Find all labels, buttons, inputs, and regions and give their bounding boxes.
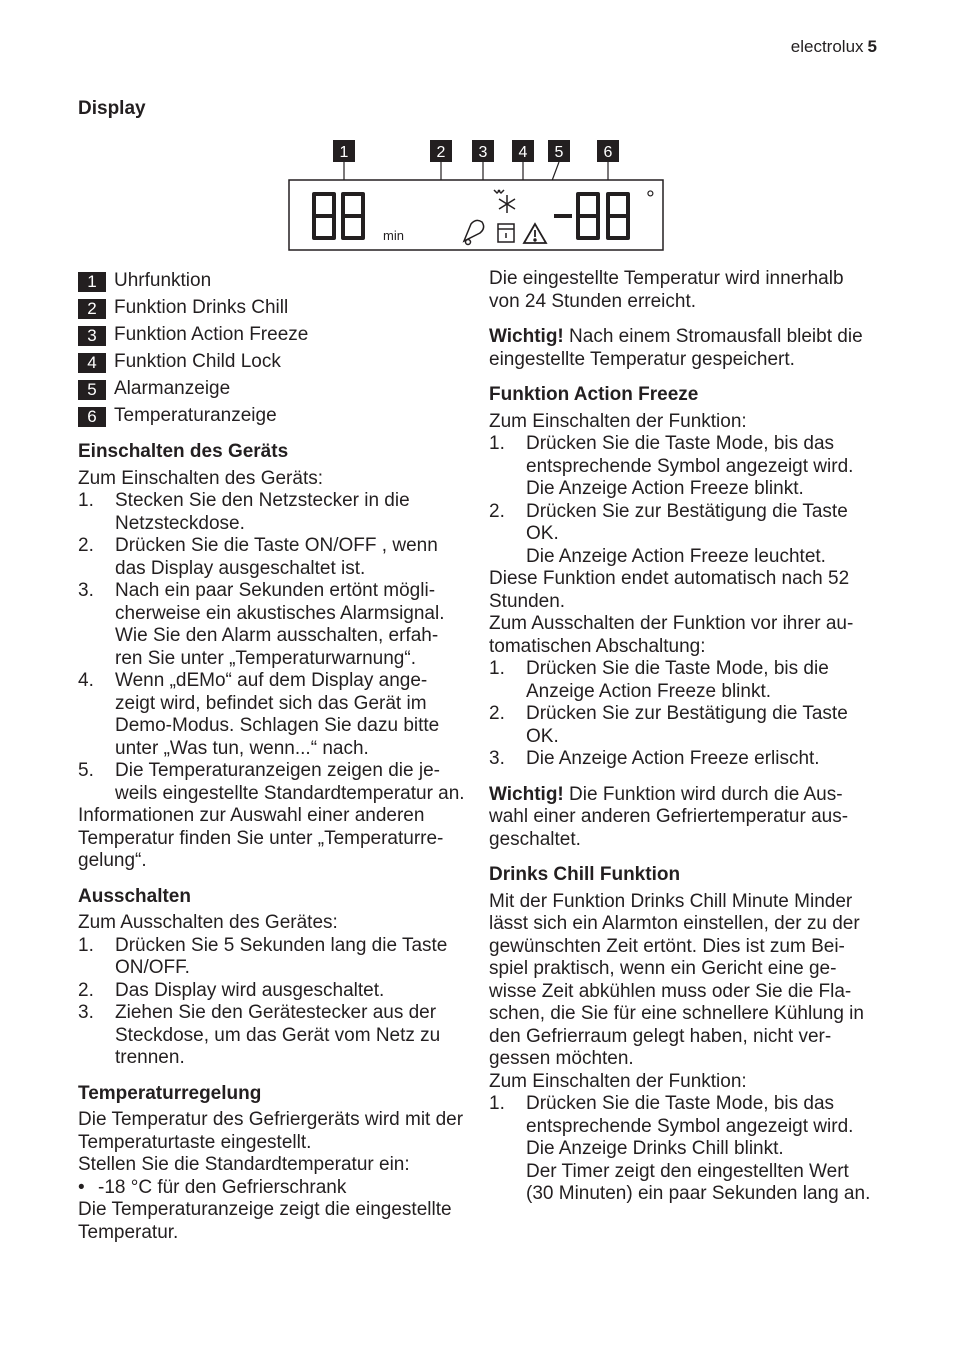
right-column <box>489 268 877 1206</box>
wichtig-note-1: Wichtig! Nach einem Stromausfall bleibt die eingestellte Temperatur gespeichert. <box>489 326 863 370</box>
legend-text: Funktion Drinks Chill <box>114 297 289 319</box>
callout-5 <box>548 140 570 162</box>
page-header <box>791 36 877 59</box>
legend-item <box>78 268 466 295</box>
legend-number: 3 <box>78 326 106 346</box>
list-item: 1. Drücken Sie die Taste Mode, bis das entsprechende Symbol angezeigt wird. Die Anzeige Drinks Chill blinkt. <box>489 1093 854 1159</box>
unit-min: min <box>383 228 404 243</box>
legend-item <box>78 322 466 349</box>
ausschalten-intro: Zum Ausschalten des Gerätes: <box>78 912 338 933</box>
degree-symbol: ° <box>646 186 655 211</box>
callout-2-label: 2 <box>436 144 446 161</box>
heading-drinks-chill: Drinks Chill Funktion <box>489 864 681 885</box>
bullet-dot: • <box>78 1176 85 1198</box>
section-title: Display <box>78 98 146 119</box>
callout-2 <box>430 140 452 162</box>
action-freeze-off-intro: Zum Ausschalten der Funktion vor ihrer au- tomatischen Abschaltung: <box>489 613 854 657</box>
einschalten-outro: Informationen zur Auswahl einer anderen Temperatur finden Sie unter „Temperaturre- gelung“. <box>78 805 444 871</box>
action-freeze-intro: Zum Einschalten der Funktion: <box>489 410 747 432</box>
callout-4-label: 4 <box>518 144 528 161</box>
legend-text: Funktion Action Freeze <box>114 324 309 346</box>
list-item: 5. Die Temperaturanzeigen zeigen die je- weils eingestellte Standardtemperatur an. <box>78 760 465 804</box>
list-item: 1. Drücken Sie die Taste Mode, bis die Anzeige Action Freeze blinkt. <box>489 658 829 702</box>
drinks-chill-description: Mit der Funktion Drinks Chill Minute Minder lässt sich ein Alarmton einstellen, der zu der gewünschten Zeit ertönt. Dies ist zum Bei- spiel praktisch, wenn ein Gericht eine ge- wisse Zeit abkühlen muss oder Sie die Fla- schen, die Sie für eine schnellere Kühlung in den Gefrierraum gelegt haben, nicht ver- gessen möchten. <box>489 890 864 1069</box>
legend-number: 1 <box>78 272 106 292</box>
action-freeze-note: Die Anzeige Action Freeze leuchtet. <box>526 545 826 567</box>
drinks-chill-steps <box>489 1093 877 1161</box>
heading-einschalten: Einschalten des Geräts <box>78 441 289 462</box>
drinks-chill-intro: Zum Einschalten der Funktion: <box>489 1070 747 1092</box>
callout-1-label: 1 <box>339 144 349 161</box>
ausschalten-steps <box>78 935 466 1070</box>
legend-item <box>78 349 466 376</box>
einschalten-intro: Zum Einschalten des Geräts: <box>78 467 323 489</box>
legend-number: 5 <box>78 380 106 400</box>
callout-4 <box>512 140 534 162</box>
list-item: 4. Wenn „dEMo“ auf dem Display ange- zeigt wird, befindet sich das Gerät im Demo-Modus. Schlagen Sie dazu bitte unter „Was tun, wenn...“ nach. <box>78 670 440 759</box>
legend-item <box>78 295 466 322</box>
callout-3-label: 3 <box>478 144 488 161</box>
legend-text: Temperaturanzeige <box>114 405 277 427</box>
callout-5-label: 5 <box>554 144 564 161</box>
list-item: 3. Die Anzeige Action Freeze erlischt. <box>489 748 820 769</box>
action-freeze-steps <box>489 433 877 546</box>
temperaturregelung-p2: Stellen Sie die Standardtemperatur ein: <box>78 1154 410 1175</box>
list-item: 2. Das Display wird ausgeschaltet. <box>78 979 385 1001</box>
list-item: 3. Ziehen Sie den Gerätestecker aus der Steckdose, um das Gerät vom Netz zu trennen. <box>78 1002 441 1068</box>
list-item: 2. Drücken Sie zur Bestätigung die Taste OK. <box>489 500 848 544</box>
callout-3 <box>472 140 494 162</box>
list-item: 2. Drücken Sie die Taste ON/OFF , wenn das Display ausgeschaltet ist. <box>78 535 438 579</box>
temperature-reached-text: Die eingestellte Temperatur wird innerhalb von 24 Stunden erreicht. <box>489 268 844 312</box>
list-item: 2. Drücken Sie zur Bestätigung die Taste OK. <box>489 703 848 747</box>
legend-list <box>78 268 466 430</box>
legend-number: 4 <box>78 353 106 373</box>
heading-ausschalten: Ausschalten <box>78 885 191 907</box>
brand-name: electrolux <box>790 37 864 56</box>
callout-1 <box>333 140 355 162</box>
legend-number: 2 <box>78 299 106 319</box>
einschalten-steps <box>78 490 466 805</box>
page-number: 5 <box>867 37 877 56</box>
heading-action-freeze: Funktion Action Freeze <box>489 384 699 405</box>
temperaturregelung-p3: Die Temperaturanzeige zeigt die eingestellte Temperatur. <box>78 1199 452 1243</box>
action-freeze-end: Diese Funktion endet automatisch nach 52 Stunden. <box>489 568 850 612</box>
list-item: 1. Drücken Sie die Taste Mode, bis das entsprechende Symbol angezeigt wird. Die Anzeige Action Freeze blinkt. <box>489 433 854 499</box>
bullet-item: • -18 °C für den Gefrierschrank <box>78 1176 347 1198</box>
wichtig-note-2: Wichtig! Die Funktion wird durch die Aus- wahl einer anderen Gefriertemperatur aus- geschaltet. <box>489 783 849 850</box>
legend-text: Alarmanzeige <box>114 378 231 400</box>
callout-6 <box>597 140 619 162</box>
drinks-chill-note: Der Timer zeigt den eingestellten Wert (30 Minuten) ein paar Sekunden lang an. <box>526 1160 871 1204</box>
legend-text: Uhrfunktion <box>114 270 212 292</box>
display-diagram <box>288 138 666 254</box>
list-item: 3. Nach ein paar Sekunden ertönt mögli- cherweise ein akustisches Alarmsignal. Wie Sie den Alarm ausschalten, erfah- ren Sie unter „Temperaturwarnung“. <box>78 580 445 669</box>
callout-6-label: 6 <box>603 144 613 161</box>
legend-item <box>78 403 466 430</box>
heading-temperaturregelung: Temperaturregelung <box>78 1082 262 1104</box>
list-item: 1. Drücken Sie 5 Sekunden lang die Taste ON/OFF. <box>78 934 448 978</box>
legend-number: 6 <box>78 407 106 427</box>
action-freeze-off-steps <box>489 658 877 771</box>
legend-item <box>78 376 466 403</box>
left-column <box>78 268 466 1244</box>
list-item: 1. Stecken Sie den Netzstecker in die Netzsteckdose. <box>78 490 410 534</box>
legend-text: Funktion Child Lock <box>114 351 281 373</box>
temperaturregelung-p1: Die Temperatur des Gefriergeräts wird mit der Temperaturtaste eingestellt. <box>78 1109 464 1153</box>
